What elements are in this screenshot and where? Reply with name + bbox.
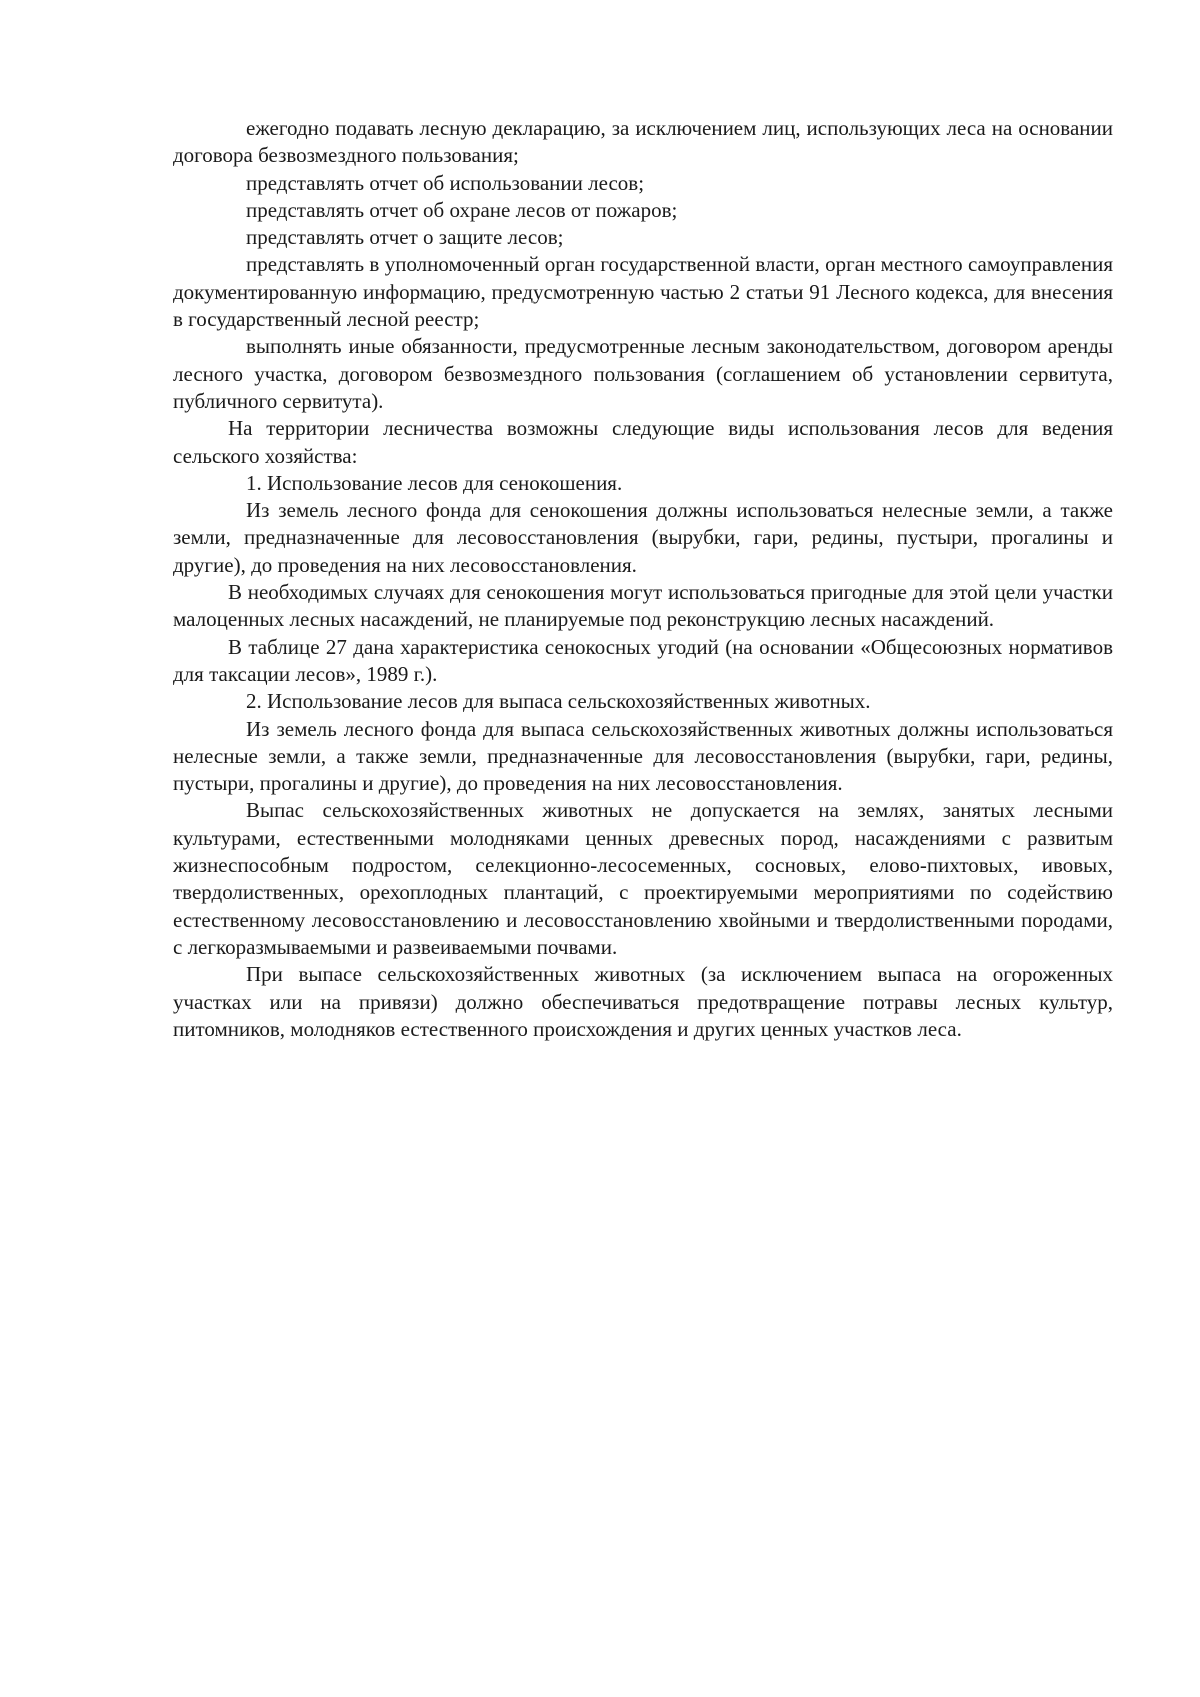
paragraph-haymaking-lands: Из земель лесного фонда для сенокошения должны использоваться нелесные земли, а также земли, предназначенные для лесовосстановления (вырубки, гари, редины, пустыри, прогалины и другие), до проведения на них лесовосстановления. [173, 498, 1113, 577]
paragraph-table-27-reference: В таблице 27 дана характеристика сенокосных угодий (на основании «Общесоюзных нормативов для таксации лесов», 1989 г.). [173, 634, 1113, 686]
paragraph-grazing-heading: 2. Использование лесов для выпаса сельскохозяйственных животных. [246, 689, 871, 714]
paragraph-agriculture-intro: На территории лесничества возможны следующие виды использования лесов для ведения сельского хозяйства: [173, 416, 1113, 468]
paragraph-grazing-restrictions: Выпас сельскохозяйственных животных не допускается на землях, занятых лесными культурами, естественными молодняками ценных древесных пород, насаждениями с развитым жизнеспособным подростом, селекционно-лесосеменных, сосновых, елово-пихтовых, ивовых, твердолиственных, орехоплодных плантаций, с проектируемыми мероприятиями по содействию естественному лесовосстановлению и лесовосстановлению хвойными и твердолиственными породами, с легкоразмываемыми и развеиваемыми почвами. [173, 798, 1113, 959]
paragraph-grazing-lands: Из земель лесного фонда для выпаса сельскохозяйственных животных должны использоваться нелесные земли, а также земли, предназначенные для лесовосстановления (вырубки, гари, редины, пустыри, прогалины и другие), до проведения на них лесовосстановления. [173, 716, 1113, 796]
paragraph-other-obligations: выполнять иные обязанности, предусмотренные лесным законодательством, договором аренды лесного участка, договором безвозмездного пользования (соглашением об установлении сервитута, публичного сервитута). [173, 334, 1113, 413]
document-body [173, 115, 1113, 1043]
paragraph-forest-use-report: представлять отчет об использовании лесов; [246, 170, 645, 195]
paragraph-forest-declaration: ежегодно подавать лесную декларацию, за исключением лиц, использующих леса на основании договора безвозмездного пользования; [173, 116, 1113, 168]
paragraph-registry-information: представлять в уполномоченный орган государственной власти, орган местного самоуправления документированную информацию, предусмотренную частью 2 статьи 91 Лесного кодекса, для внесения в государственный лесной реестр; [173, 252, 1113, 332]
paragraph-fire-protection-report: представлять отчет об охране лесов от пожаров; [246, 197, 678, 222]
paragraph-grazing-damage-prevention: При выпасе сельскохозяйственных животных (за исключением выпаса на огороженных участках или на привязи) должно обеспечиваться предотвращение потравы лесных культур, питомников, молодняков естественного происхождения и других ценных участков леса. [173, 962, 1113, 1041]
paragraph-haymaking-low-value: В необходимых случаях для сенокошения могут использоваться пригодные для этой цели участки малоценных лесных насаждений, не планируемые под реконструкцию лесных насаждений. [173, 580, 1113, 632]
paragraph-haymaking-heading: 1. Использование лесов для сенокошения. [246, 470, 623, 495]
paragraph-forest-protection-report: представлять отчет о защите лесов; [246, 225, 564, 250]
